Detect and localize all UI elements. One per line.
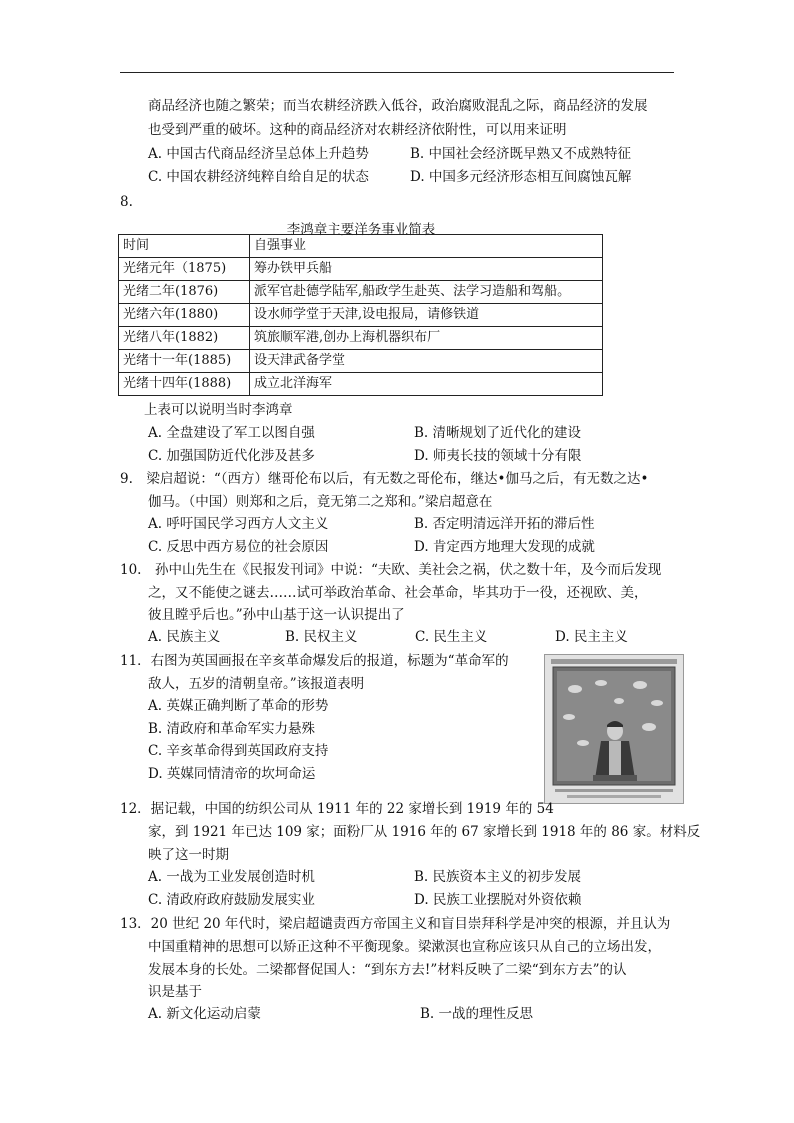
header-rule	[120, 72, 674, 73]
table-cell-time: 光绪元年（1875)	[119, 258, 250, 281]
q8-table-title: 李鸿章主要洋务事业简表	[286, 222, 436, 238]
q12-option-b: B. 民族资本主义的初步发展	[414, 869, 582, 885]
q10-option-a: A. 民族主义	[148, 629, 221, 645]
q9-stem-line-1: 9. 梁启超说：“（西方）继哥伦布以后，有无数之哥伦布，继达•伽马之后，有无数之达•	[120, 471, 649, 487]
table-cell-event: 设水师学堂于天津,设电报局，请修铁道	[250, 304, 603, 327]
table-cell-event: 筑旅顺军港,创办上海机器织布厂	[250, 327, 603, 350]
table-header-cell: 时间	[119, 235, 250, 258]
emperor-portrait-icon	[545, 655, 683, 803]
q7-option-b: B. 中国社会经济既早熟又不成熟特征	[410, 146, 632, 162]
q8-option-a: A. 全盘建设了军工以图自强	[148, 425, 315, 441]
table-cell-time: 光绪六年(1880)	[119, 304, 250, 327]
table-row	[119, 258, 603, 281]
q12-option-c: C. 清政府政府鼓励发展实业	[148, 892, 315, 908]
q7-option-d: D. 中国多元经济形态相互间腐蚀瓦解	[410, 169, 632, 185]
table-cell-event: 派军官赴德学陆军,船政学生赴英、法学习造船和驾船。	[250, 281, 603, 304]
table-cell-event: 成立北洋海军	[250, 373, 603, 396]
q10-stem-line-3: 彼且瞠乎后也。”孙中山基于这一认识提出了	[148, 607, 405, 623]
q13-option-a: A. 新文化运动启蒙	[148, 1006, 261, 1022]
table-row	[119, 350, 603, 373]
q8-option-b: B. 清晰规划了近代化的建设	[414, 425, 582, 441]
q9-option-a: A. 呼吁国民学习西方人文主义	[148, 516, 329, 532]
q8-option-c: C. 加强国防近代化涉及甚多	[148, 448, 315, 464]
table-row	[119, 304, 603, 327]
table-row	[119, 373, 603, 396]
newspaper-illustration	[544, 654, 684, 804]
q12-option-a: A. 一战为工业发展创造时机	[148, 869, 315, 885]
q10-stem-line-2: 之，又不能使之谜去……试可举政治革命、社会革命，毕其功于一役，还视欧、美，	[148, 585, 648, 601]
q12-stem-line-3: 映了这一时期	[148, 847, 229, 863]
table-header-row	[119, 235, 603, 258]
q8-table	[118, 234, 603, 396]
q12-option-d: D. 民族工业摆脱对外资依赖	[414, 892, 582, 908]
q12-stem-line-2: 家，到 1921 年已达 109 家；面粉厂从 1916 年的 67 家增长到 1918 年的 86 家。材料反	[148, 824, 701, 840]
table-header-cell: 自强事业	[250, 235, 603, 258]
q9-option-b: B. 否定明清远洋开拓的滞后性	[414, 516, 595, 532]
q10-option-b: B. 民权主义	[285, 629, 358, 645]
q8-option-d: D. 师夷长技的领域十分有限	[414, 448, 582, 464]
q11-option-a: A. 英媒正确判断了革命的形势	[148, 698, 329, 714]
q9-option-c: C. 反思中西方易位的社会原因	[148, 539, 329, 555]
q11-option-d: D. 英媒同情清帝的坎坷命运	[148, 766, 316, 782]
q11-option-b: B. 清政府和革命军实力悬殊	[148, 721, 316, 737]
q10-stem-line-1: 10. 孙中山先生在《民报发刊词》中说：“夫欧、美社会之祸，伏之数十年，及今而后发现	[120, 562, 662, 578]
q9-option-d: D. 肯定西方地理大发现的成就	[414, 539, 595, 555]
table-cell-event: 筹办铁甲兵船	[250, 258, 603, 281]
q10-option-c: C. 民生主义	[415, 629, 488, 645]
q13-option-b: B. 一战的理性反思	[420, 1006, 534, 1022]
q13-stem-line-4: 识是基于	[148, 984, 202, 1000]
q13-stem-line-3: 发展本身的长处。二梁都督促国人：“到东方去!”材料反映了二梁“到东方去”的认	[148, 962, 627, 978]
q11-option-c: C. 辛亥革命得到英国政府支持	[148, 743, 329, 759]
q7-stem-line-1: 商品经济也随之繁荣；而当农耕经济跌入低谷，政治腐败混乱之际，商品经济的发展	[148, 98, 648, 114]
table-row	[119, 327, 603, 350]
q13-stem-line-1: 13．20 世纪 20 年代时，梁启超谴责西方帝国主义和盲目崇拜科学是冲突的根源，并且认为	[120, 916, 671, 932]
q12-stem-line-1: 12．据记载，中国的纺织公司从 1911 年的 22 家增长到 1919 年的 54	[120, 801, 554, 817]
q10-option-d: D. 民主主义	[555, 629, 628, 645]
q7-option-a: A. 中国古代商品经济呈总体上升趋势	[148, 146, 369, 162]
table-row	[119, 281, 603, 304]
table-cell-time: 光绪十四年(1888)	[119, 373, 250, 396]
q8-number: 8.	[120, 194, 133, 210]
q9-stem-line-2: 伽马。（中国）则郑和之后，竟无第二之郑和。”梁启超意在	[148, 494, 493, 510]
q8-stem: 上表可以说明当时李鸿章	[144, 402, 293, 418]
q11-stem-line-1: 11．右图为英国画报在辛亥革命爆发后的报道，标题为“革命军的	[120, 653, 509, 669]
table-cell-time: 光绪二年(1876)	[119, 281, 250, 304]
q7-stem-line-2: 也受到严重的破坏。这种的商品经济对农耕经济依附性，可以用来证明	[148, 122, 567, 138]
table-cell-event: 设天津武备学堂	[250, 350, 603, 373]
table-cell-time: 光绪十一年(1885)	[119, 350, 250, 373]
q7-option-c: C. 中国农耕经济纯粹自给自足的状态	[148, 169, 369, 185]
table-cell-time: 光绪八年(1882)	[119, 327, 250, 350]
q11-stem-line-2: 敌人，五岁的清朝皇帝。”该报道表明	[148, 676, 365, 692]
q13-stem-line-2: 中国重精神的思想可以矫正这种不平衡现象。梁漱溟也宣称应该只从自己的立场出发，	[148, 939, 661, 955]
